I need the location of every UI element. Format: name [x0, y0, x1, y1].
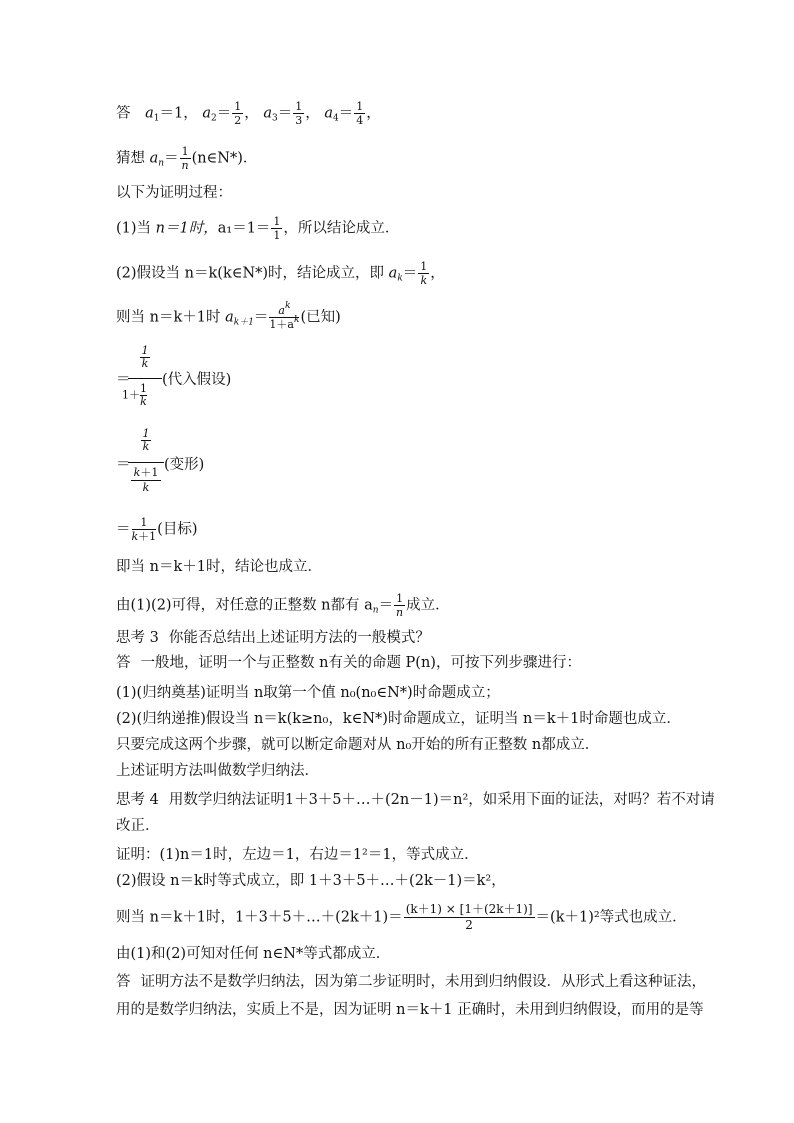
induction-step-1: (1)(归纳奠基)证明当 n取第一个值 n₀(n₀∈N*)时命题成立；: [116, 685, 500, 701]
think-4: 思考 4 用数学归纳法证明1＋3＋5＋…＋(2n－1)＝n²，如采用下面的证法，对吗？若不对请: [116, 792, 715, 808]
fraction-step2: $\frac{1}{k}$: [420, 260, 428, 287]
conclude-1: 即当 n＝k＋1时，结论也成立．: [116, 559, 322, 575]
fraction-target: $\frac{1}{k+1}$: [131, 516, 157, 543]
answer-4: 答 证明方法不是数学归纳法，因为第二步证明时，未用到归纳假设．从形式上看这种证法，: [116, 974, 706, 990]
induction-summary: 只要完成这两个步骤，就可以断定命题对从 n₀开始的所有正整数 n都成立．: [116, 737, 600, 753]
step-2-line: (2)假设当 n＝k(k∈N*)时，结论成立，即 $a_k=$ $\frac{1}{k}$ ，: [116, 260, 445, 287]
conclude-2: 由(1)(2)可得，对任意的正整数 n都有 $a_n=$ $\frac{1}{n}$ 成立．: [116, 592, 450, 619]
proof-4-conclusion: 由(1)和(2)可知对任何 n∈N*等式都成立．: [116, 946, 391, 962]
think-4-continued: 改正．: [116, 818, 160, 834]
guess-line: 猜想 $a_n=$ $\frac{1}{n}$ (n∈N*)．: [116, 145, 258, 172]
proof-intro: 以下为证明过程：: [116, 185, 232, 201]
step-1-line: (1)当 n＝1时，a₁＝1＝ $\frac{1}{1}$ ，所以结论成立．: [116, 215, 400, 242]
answer-1-line: 答 $a_1=1$， $a_2=$ $\frac{1}{2}$ ， $a_3=$ $\frac{1}{3}$ ， $a_4=$ $\frac{1}{4}$ ，: [116, 100, 381, 127]
think-3: 思考 3 你能否总结出上述证明方法的一般模式？: [116, 630, 430, 646]
fraction-a2: $\frac{1}{2}$: [234, 100, 242, 127]
proof-4-step-3: 则当 n＝k＋1时，1＋3＋5＋…＋(2k＋1)＝ $\frac{(k+1) \times [1+(2k+1)]}{2}$ ＝(k＋1)²等式也成立．: [116, 902, 687, 932]
induction-name: 上述证明方法叫做数学归纳法．: [116, 763, 319, 779]
document-page: 答 $a_1=1$， $a_2=$ $\frac{1}{2}$ ， $a_3=$ $\frac{1}{3}$ ， $a_4=$ $\frac{1}{4}$ ， 猜想 $a_n=$ $\frac{1}{n}$ (n∈N*)． 以下为证明过程： (1)当 n＝1时，a₁＝1＝ $\frac{1}{1}$ ，所以结论成立． (2)假设当 n＝k(k∈N*)时，结论成立，即 $a_k=$ $\frac{1}{k}$ ， 则当 n＝k＋1时 $a_{k+1}=$ $\frac{a^k}{1+a^k}$ (已知) ＝ 1 k 1＋ $\frac{1}{k}$ (代入假设) ＝ 1 k k＋1 k (变形) ＝ $\frac{1}{k+1}$ (目标) 即当 n＝k＋1时，结论也成立． 由(1)(2)可得，对任意的正整数 n都有 $a_n=$ $\frac{1}{n}$ 成立． 思考 3 你能否总结出上述证明方法的一般模式？ 答 一般地，证明一个与正整数 n有关的命题 P(n)，可按下列步骤进行： (1)(归纳奠基)证明当 n取第一个值 n₀(n₀∈N*)时命题成立； (2)(归纳递推)假设当 n＝k(k≥n₀，k∈N*)时命题成立，证明当 n＝k＋1时命题也成立． 只要完成这两个步骤，就可以断定命题对从 n₀开始的所有正整数 n都成立． 上述证明方法叫做数学归纳法． 思考 4 用数学归纳法证明1＋3＋5＋…＋(2n－1)＝n²，如采用下面的证法，对吗？若不对请 改正． 证明：(1)n＝1时，左边＝1，右边＝1²＝1，等式成立． (2)假设 n＝k时等式成立，即 1＋3＋5＋…＋(2k－1)＝k²， 则当 n＝k＋1时，1＋3＋5＋…＋(2k＋1)＝ $\frac{(k+1) \times [1+(2k+1)]}{2}$ ＝(k＋1)²等式也成立． 由(1)和(2)可知对任何 n∈N*等式都成立． 答 证明方法不是数学归纳法，因为第二步证明时，未用到归纳假设．从形式上看这种证法， 用的是数学归纳法，实质上不是，因为证明 n＝k＋1 正确时，未用到归纳假设，而用的是等: [116, 100, 715, 1018]
fraction-step1: $\frac{1}{1}$: [273, 215, 281, 242]
fraction-step3: $\frac{a^k}{1+a^k}$: [269, 301, 300, 331]
answer-3: 答 一般地，证明一个与正整数 n有关的命题 P(n)，可按下列步骤进行：: [116, 655, 581, 671]
equation-3: ＝ $\frac{1}{k+1}$ (目标): [116, 516, 198, 543]
fraction-sum: $\frac{(k+1) \times [1+(2k+1)]}{2}$: [405, 902, 533, 932]
proof-4-step-2: (2)假设 n＝k时等式成立，即 1＋3＋5＋…＋(2k－1)＝k²，: [116, 873, 506, 889]
induction-step-2: (2)(归纳递推)假设当 n＝k(k≥n₀，k∈N*)时命题成立，证明当 n＝k＋1时命题也成立．: [116, 711, 681, 727]
fraction-guess: $\frac{1}{n}$: [181, 145, 189, 172]
fraction-conclude: $\frac{1}{n}$: [396, 592, 404, 619]
fraction-a3: $\frac{1}{3}$: [295, 100, 303, 127]
proof-4-step-1: 证明：(1)n＝1时，左边＝1，右边＝1²＝1，等式成立．: [116, 847, 479, 863]
answer-4-continued: 用的是数学归纳法，实质上不是，因为证明 n＝k＋1 正确时，未用到归纳假设，而用的是等: [116, 1002, 704, 1018]
answer-label: 答: [116, 105, 131, 122]
fraction-a4: $\frac{1}{4}$: [356, 100, 364, 127]
step-3-line: 则当 n＝k＋1时 $a_{k+1}=$ $\frac{a^k}{1+a^k}$ (已知): [116, 301, 341, 331]
